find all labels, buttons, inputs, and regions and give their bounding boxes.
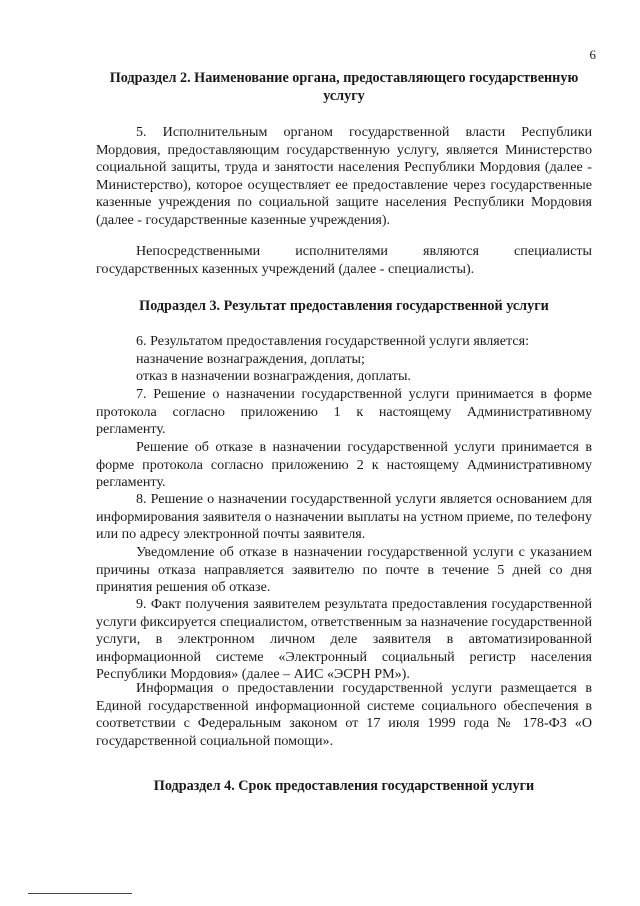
paragraph-7-refusal: Решение об отказе в назначении государственной услуги принимается в форме протокола согласно приложению 2 к настоящему Административному регламенту. xyxy=(96,439,592,491)
footnote-separator xyxy=(28,893,132,894)
page-number: 6 xyxy=(589,47,596,62)
paragraph-6-item-refusal: отказ в назначении вознаграждения, доплаты. xyxy=(136,368,411,384)
subsection-4-heading: Подраздел 4. Срок предоставления государственной услуги xyxy=(153,778,535,794)
paragraph-8: 8. Решение о назначении государственной услуги является основанием для информирования заявителя о назначении выплаты на устном приеме, по телефону или по адресу электронной почты заявителя. xyxy=(96,491,592,543)
paragraph-5: 5. Исполнительным органом государственной власти Республики Мордовия, предоставляющим государственную услугу, является Министерство социальной защиты, труда и занятости населения Республики Мордовия (далее - Министерство), которое осуществляет ее предоставление через государственные казенные учреждения по социальной защите населения Республики Мордовия (далее - государственные казенные учреждения). xyxy=(96,124,592,228)
paragraph-6: 6. Результатом предоставления государственной услуги является: xyxy=(136,333,530,349)
paragraph-9: 9. Факт получения заявителем результата предоставления государственной услуги фиксируется специалистом, ответственным за назначение государственной услуги, в электронном личном деле заявителя в автоматизированной информационной системе «Электронный социальный регистр населения Республики Мордовия» (далее – АИС «ЭСРН РМ»). xyxy=(96,596,592,683)
paragraph-6-item-award: назначение вознаграждения, доплаты; xyxy=(136,351,365,367)
paragraph-executors: Непосредственными исполнителями являются специалисты государственных казенных учреждений (далее - специалисты). xyxy=(96,243,592,277)
subsection-3-heading: Подраздел 3. Результат предоставления государственной услуги xyxy=(139,298,549,314)
paragraph-9-info: Информация о предоставлении государственной услуги размещается в Единой государственной информационной системе социального обеспечения в соответствии с Федеральным законом от 17 июля 1999 года № 178-ФЗ «О государственной социальной помощи». xyxy=(96,680,592,749)
subsection-2-heading: Подраздел 2. Наименование органа, предоставляющего государственную услугу xyxy=(109,70,579,104)
paragraph-7: 7. Решение о назначении государственной услуги принимается в форме протокола согласно приложению 1 к настоящему Административному регламенту. xyxy=(96,386,592,438)
paragraph-8-notice: Уведомление об отказе в назначении государственной услуги с указанием причины отказа направляется заявителю по почте в течение 5 дней со дня принятия решения об отказе. xyxy=(96,544,592,596)
